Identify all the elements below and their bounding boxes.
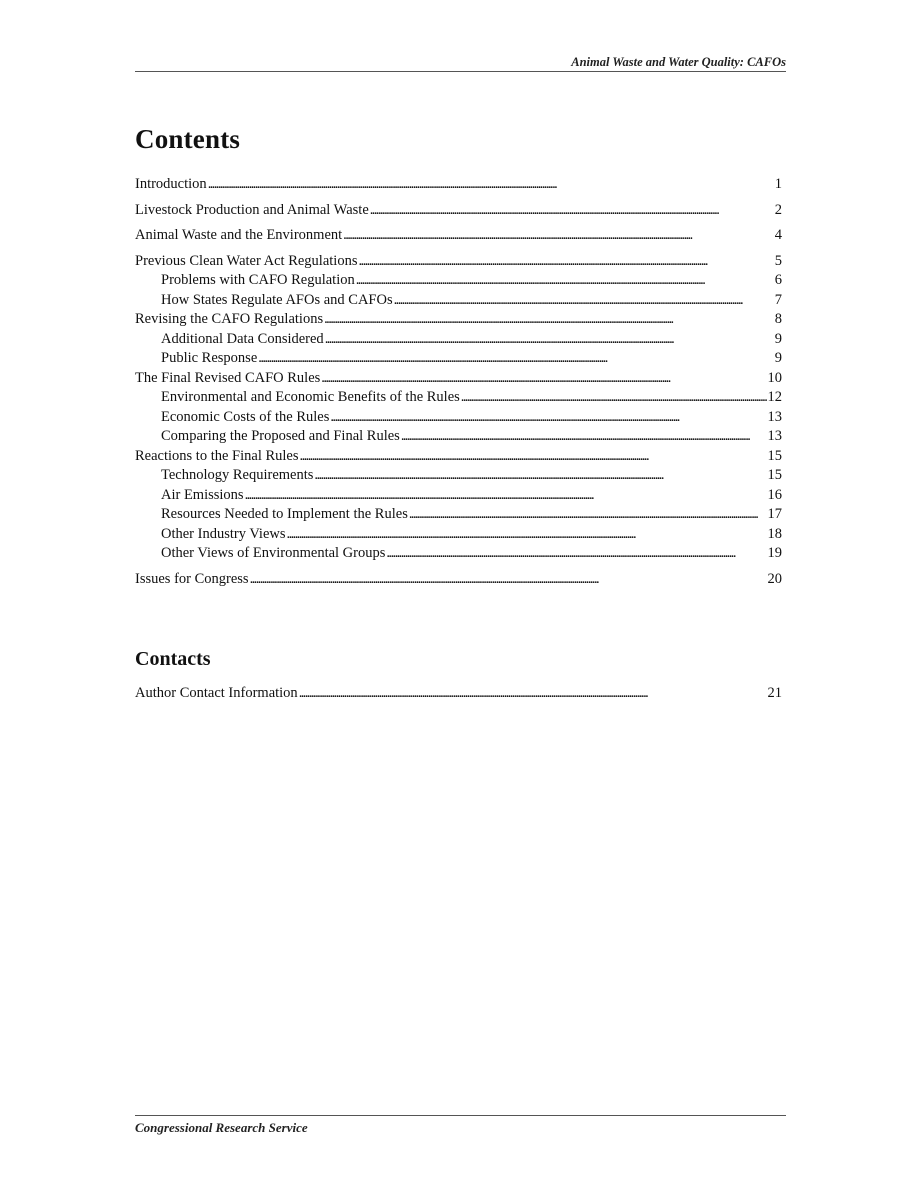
toc-entry-revising-cafo-regulations[interactable] [135, 311, 782, 331]
running-header: Animal Waste and Water Quality: CAFOs [571, 55, 786, 69]
toc-entry-label: How States Regulate AFOs and CAFOs [161, 291, 393, 308]
toc-entry-label: Animal Waste and the Environment [135, 227, 343, 243]
dot-leader [299, 685, 767, 702]
toc-entry-page: 5 [774, 252, 782, 269]
toc-entry-page: 18 [767, 525, 782, 542]
toc-entry-page: 2 [774, 201, 782, 218]
toc-subentry-other-industry-views[interactable] [135, 526, 782, 546]
toc-entry-label: Author Contact Information [135, 685, 298, 701]
toc-entry-page: 9 [774, 350, 782, 366]
toc-subentry-technology-requirements[interactable] [135, 467, 782, 487]
toc-entry-label: Other Views of Environmental Groups [161, 545, 386, 561]
dot-leader [300, 448, 767, 465]
toc-entry-label: Previous Clean Water Act Regulations [135, 252, 358, 269]
toc-subentry-benefits[interactable] [135, 389, 782, 409]
toc-entry-page: 7 [774, 291, 782, 308]
toc-subentry-air-emissions[interactable] [135, 487, 782, 507]
toc-entry-issues-for-congress[interactable] [135, 571, 782, 591]
toc-entry-label: Technology Requirements [161, 467, 314, 483]
dot-leader [343, 227, 774, 244]
toc-subentry-additional-data[interactable] [135, 331, 782, 351]
toc-entry-page: 15 [767, 467, 782, 483]
running-footer: Congressional Research Service [135, 1120, 308, 1135]
toc-entry-label: Problems with CAFO Regulation [161, 272, 355, 288]
dot-leader [356, 272, 774, 289]
dot-leader [321, 370, 766, 387]
toc-subentry-how-states-regulate[interactable] [135, 292, 782, 312]
toc-entry-label: Additional Data Considered [161, 330, 324, 347]
toc-entry-page: 13 [767, 428, 782, 444]
toc-entry-label: Air Emissions [161, 486, 244, 503]
toc-subentry-problems-cafo-regulation[interactable] [135, 272, 782, 292]
toc-subentry-environmental-groups[interactable] [135, 545, 782, 565]
dot-leader [324, 311, 774, 328]
toc-entry-page: 13 [767, 408, 782, 425]
toc-entry-label: Reactions to the Final Rules [135, 447, 299, 464]
toc-entry-label: Livestock Production and Animal Waste [135, 201, 369, 218]
toc-entry-label: Resources Needed to Implement the Rules [161, 506, 408, 522]
footer-divider [135, 1115, 786, 1116]
toc-entry-previous-cwa-regulations[interactable] [135, 253, 782, 273]
toc-entry-page: 8 [774, 311, 782, 327]
dot-leader [208, 176, 774, 193]
dot-leader [314, 467, 766, 484]
toc-entry-page: 20 [767, 570, 782, 587]
toc-entry-page: 1 [774, 176, 782, 192]
dot-leader [401, 428, 767, 445]
toc-entry-page: 16 [767, 486, 782, 503]
toc-entry-page: 4 [774, 227, 782, 243]
dot-leader [461, 389, 767, 406]
dot-leader [245, 487, 767, 504]
dot-leader [325, 331, 774, 348]
toc-entry-reactions-final-rules[interactable] [135, 448, 782, 468]
dot-leader [258, 350, 773, 367]
toc-subentry-public-response[interactable] [135, 350, 782, 370]
dot-leader [370, 202, 774, 219]
toc-subentry-resources-needed[interactable] [135, 506, 782, 526]
toc-entry-page: 9 [774, 330, 782, 347]
toc-entry-final-revised-rules[interactable] [135, 370, 782, 390]
toc-entry-page: 19 [767, 545, 782, 561]
contacts-list [135, 685, 782, 705]
dot-leader [409, 506, 767, 523]
toc-entry-page: 6 [774, 272, 782, 288]
contents-heading: Contents [135, 124, 241, 154]
contacts-heading: Contacts [135, 648, 211, 670]
dot-leader [394, 292, 774, 309]
toc-entry-label: Introduction [135, 176, 207, 192]
toc-entry-label: Economic Costs of the Rules [161, 408, 330, 425]
toc-entry-page: 21 [767, 685, 782, 701]
table-of-contents [135, 176, 782, 590]
dot-leader [250, 571, 767, 588]
toc-entry-introduction[interactable] [135, 176, 782, 196]
toc-entry-page: 10 [767, 369, 782, 386]
toc-entry-livestock-production[interactable] [135, 202, 782, 222]
toc-entry-author-contact[interactable] [135, 685, 782, 705]
toc-entry-label: The Final Revised CAFO Rules [135, 369, 321, 386]
toc-entry-page: 17 [767, 506, 782, 522]
dot-leader [330, 409, 766, 426]
toc-entry-label: Other Industry Views [161, 525, 286, 542]
toc-entry-page: 12 [767, 389, 782, 405]
toc-entry-label: Environmental and Economic Benefits of the Rules [161, 389, 460, 405]
toc-subentry-economic-costs[interactable] [135, 409, 782, 429]
toc-entry-page: 15 [767, 447, 782, 464]
toc-entry-label: Revising the CAFO Regulations [135, 311, 324, 327]
toc-entry-label: Comparing the Proposed and Final Rules [161, 428, 400, 444]
dot-leader [386, 545, 766, 562]
toc-entry-animal-waste-environment[interactable] [135, 227, 782, 247]
toc-subentry-comparing-rules[interactable] [135, 428, 782, 448]
toc-entry-label: Issues for Congress [135, 570, 249, 587]
dot-leader [287, 526, 767, 543]
dot-leader [358, 253, 773, 270]
toc-entry-label: Public Response [161, 350, 258, 366]
header-divider [135, 71, 786, 72]
